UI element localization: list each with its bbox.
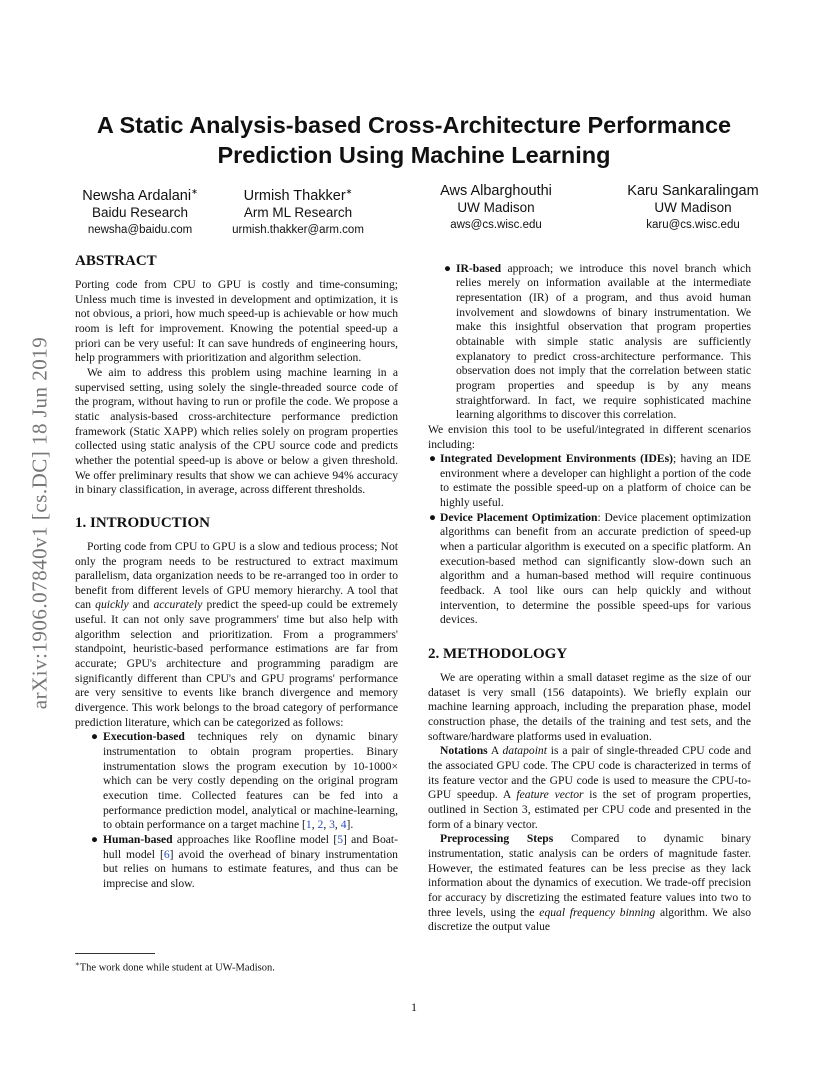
left-column xyxy=(75,252,398,892)
methodology-paragraph-1: We are operating within a small dataset regime as the size of our dataset is very small (156 datapoints). We briefly explain our machine learning approach, including the preparation phase, model construction phase, the details of the training and test sets, and the software/hardware platforms used in evaluation. xyxy=(428,671,751,743)
author-name: Karu Sankaralingam xyxy=(627,183,759,199)
arxiv-identifier: arXiv:1906.07840v1 [cs.DC] 18 Jun 2019 xyxy=(27,336,52,710)
abstract-heading: ABSTRACT xyxy=(75,253,157,269)
citation-link[interactable]: 5 xyxy=(337,832,343,846)
abstract-paragraph-1: Porting code from CPU to GPU is costly and time-consuming; Unless much time is invested in development and optimization, it is not obvious, a priori, how much speed-up is achievable or how much room is left for improvement. Knowing the potential speed-up a priori can be very useful: It can save hundreds of engineering hours, help programmers with prioritization and algorithm selection. xyxy=(75,278,398,365)
bullet-icon: ● xyxy=(444,261,452,275)
title-line-2: Prediction Using Machine Learning xyxy=(217,142,611,168)
citation-link[interactable]: 4 xyxy=(340,818,347,832)
author-block-2 xyxy=(218,183,378,239)
bullet-icon: ● xyxy=(429,510,437,524)
list-item-ide: ● Integrated Development Environments (IDEs); having an IDE environment where a developer can highlight a portion of the code to estimate the possible speed-up on a platform of choice can be highly useful. xyxy=(429,452,751,510)
author-name: Urmish Thakker xyxy=(243,187,346,204)
list-item-device-placement: ● Device Placement Optimization: Device placement optimization algorithms can benefit from an accurate prediction of speed-up when a particular algorithm is executed on a specific platform. An execution-based method can significantly slow-down such an algorithm and a human-based method will require continuous feedback. A tool like ours can help quickly and without intervention, to determine the possible speed-ups for various devices. xyxy=(429,510,751,627)
footnote-divider xyxy=(75,953,155,954)
approach-list-continued xyxy=(428,247,751,423)
bullet-icon: ● xyxy=(429,452,437,466)
footnote-mark: ∗ xyxy=(75,960,80,968)
author-affiliation: UW Madison xyxy=(457,200,535,215)
title-line-1: A Static Analysis-based Cross-Architecture Performance xyxy=(96,112,732,138)
author-name: Newsha Ardalani xyxy=(82,187,192,204)
author-block-3 xyxy=(416,183,576,234)
list-item-execution-based: ● Execution-based techniques rely on dynamic binary instrumentation to obtain program properties. Binary instrumentation slows the program execution by 10-1000× which can be very costly depending on the original program execution time. Collected features can be fed into a performance prediction model, analytical or machine-learning, to obtain performance on a target machine [1, 2, 3, 4]. xyxy=(91,730,398,832)
citation-link[interactable]: 2 xyxy=(317,818,324,832)
right-column xyxy=(428,247,751,935)
author-email: karu@cs.wisc.edu xyxy=(646,219,740,231)
bullet-icon: ● xyxy=(91,730,99,744)
footnote-text: The work done while student at UW-Madison. xyxy=(79,962,275,974)
author-affiliation: UW Madison xyxy=(654,200,732,215)
approach-list xyxy=(75,730,398,891)
author-affiliation: Baidu Research xyxy=(91,204,189,220)
notations-paragraph: Notations A datapoint is a pair of single-threaded CPU code and the associated GPU code. The CPU code is characterized in terms of its feature vector and the GPU code is used to measure the CPU-to-GPU speedup. A feature vector is the set of program properties, outlined in Section 3, estimated per CPU code and presented in the form of a binary vector. xyxy=(428,744,751,831)
citation-link[interactable]: 6 xyxy=(163,847,170,861)
preprocessing-paragraph: Preprocessing Steps Compared to dynamic binary instrumentation, static analysis can be orders of magnitude faster. However, the estimated features can be less precise as they lack information about the dynamics of execution. We trade-off precision for accuracy by discretizing the estimated feature values into two to three levels, using the equal frequency binning algorithm. We also discretize the output value xyxy=(428,832,751,934)
list-item-ir-based: ● IR-based approach; we introduce this novel branch which relies merely on information available at the intermediate representation (IR) of a program, and thus avoid human involvement and slowdowns of binary instrumentation. We make this insightful observation that program properties obtainable with simple static analysis are sufficiently explanatory to predict cross-architecture performance. This observation does not imply that the correlation between static program properties and speedup is by any means straightforward. In fact, we require sophisticated machine learning algorithms to discover this correlation. xyxy=(444,261,751,422)
list-item-human-based: ● Human-based approaches like Roofline model [5] and Boat-hull model [6] avoid the overhead of binary instrumentation but relies on humans to estimate features, and thus can be imprecise and slow. xyxy=(91,832,399,890)
citation-link[interactable]: 3 xyxy=(329,818,335,832)
intro-paragraph-1: Porting code from CPU to GPU is a slow and tedious process; Not only the program needs to be restructured to extract maximum parallelism, data organization needs to be re-arranged too in order to benefit from different levels of GPU memory hierarchy. A tool that can quickly and accurately predict the speed-up could be extremely useful. It can not only save programmers' time but also help with algorithm selection and prioritization. From a programmers' standpoint, heuristic-based performance estimations are far from accurate; GPU's architecture and programming paradigm are significantly different than CPU's and GPU programs' performance are very sensitive to events like branch divergence and memory divergence. This work belongs to the broad category of performance prediction literature, which can be categorized as follows: xyxy=(75,539,398,729)
footnote xyxy=(75,960,275,974)
author-affiliation: Arm ML Research xyxy=(243,204,353,220)
author-mark: ∗ xyxy=(191,187,198,196)
author-block-1 xyxy=(60,183,220,239)
page-number: 1 xyxy=(411,1000,417,1014)
introduction-heading: 1. INTRODUCTION xyxy=(75,514,211,531)
author-email: urmish.thakker@arm.com xyxy=(232,223,364,236)
author-name: Aws Albarghouthi xyxy=(440,183,552,199)
scenario-list xyxy=(428,452,751,628)
bullet-icon: ● xyxy=(91,832,99,846)
author-mark: ∗ xyxy=(345,187,353,196)
methodology-heading: 2. METHODOLOGY xyxy=(428,646,568,663)
author-email: aws@cs.wisc.edu xyxy=(450,219,542,231)
intro-paragraph-2: We envision this tool to be useful/integrated in different scenarios including: xyxy=(428,422,751,451)
paper-title xyxy=(80,110,748,170)
author-email: newsha@baidu.com xyxy=(87,223,193,236)
arxiv-sidebar-stamp xyxy=(20,288,60,758)
citation-link[interactable]: 1 xyxy=(305,818,312,832)
author-block-4 xyxy=(608,183,778,234)
abstract-paragraph-2: We aim to address this problem using machine learning in a supervised setting, using solely the single-threaded source code of the program, without having to run or profile the code. We propose a static analysis-based cross-architecture performance prediction framework (Static XAPP) which relies solely on program properties collected using static analysis of the CPU source code and predicts whether the potential speed-up is above or below a given threshold. We offer preliminary results that show we can achieve 94% accuracy in binary classification, in average, across different thresholds. xyxy=(75,365,398,497)
